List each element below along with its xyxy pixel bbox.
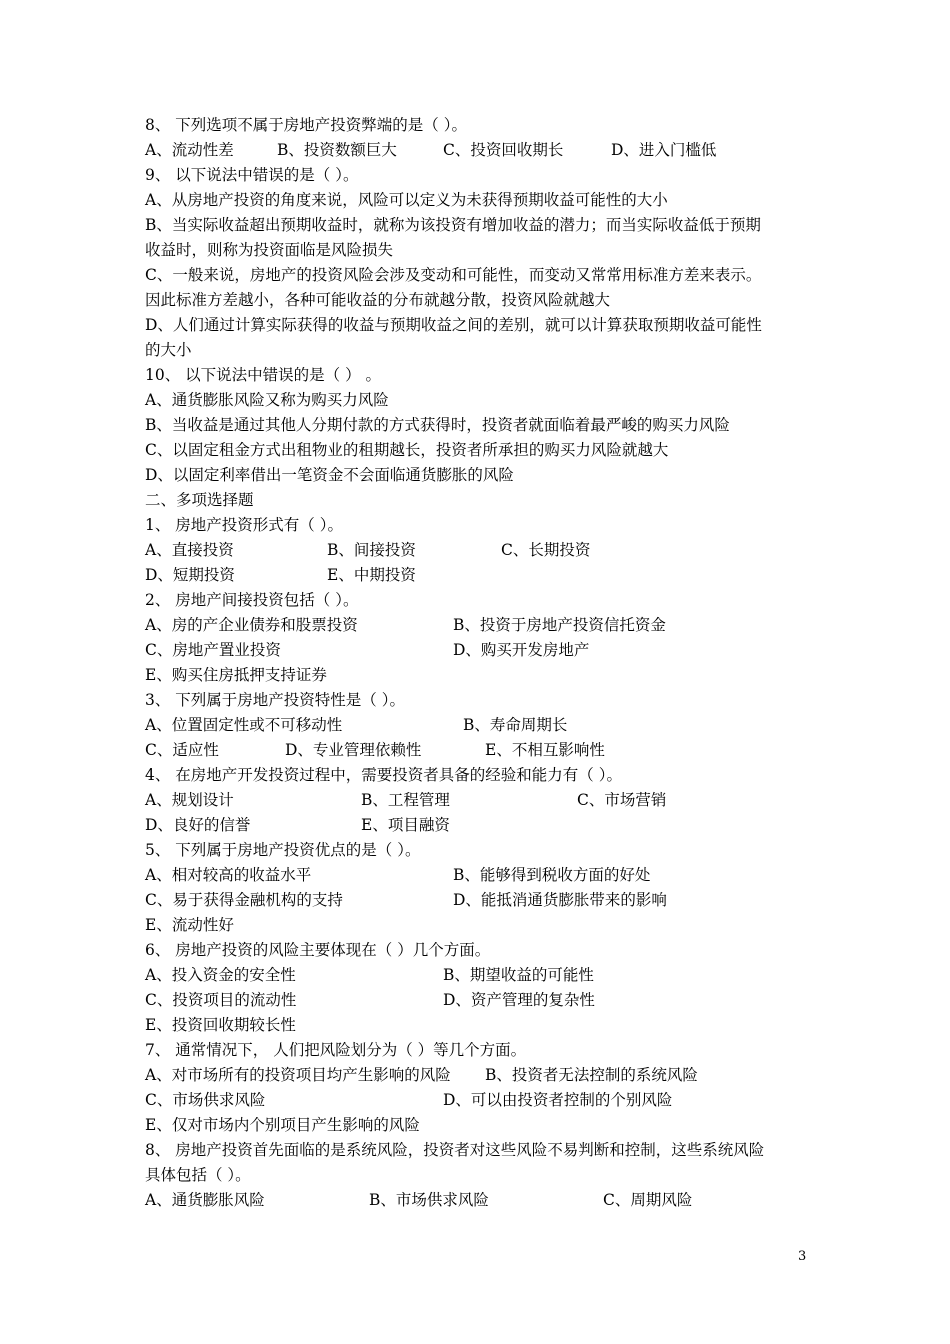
option-text: A、相对较高的收益水平 bbox=[145, 866, 312, 884]
option-text: B、投资于房地产投资信托资金 bbox=[453, 616, 666, 634]
option-row bbox=[145, 965, 825, 985]
text-line: 9、 以下说法中错误的是（ ）。 bbox=[145, 166, 359, 184]
option-row bbox=[145, 640, 825, 660]
option-text: D、专业管理依赖性 bbox=[285, 741, 422, 759]
text-line: 1、 房地产投资形式有（ ）。 bbox=[145, 516, 343, 534]
text-line: E、流动性好 bbox=[145, 916, 234, 934]
text-line: 的大小 bbox=[145, 341, 192, 359]
text-line: 4、 在房地产开发投资过程中，需要投资者具备的经验和能力有（ ）。 bbox=[145, 766, 622, 784]
text-line: 10、 以下说法中错误的是（ ） 。 bbox=[145, 366, 382, 384]
option-text: D、可以由投资者控制的个别风险 bbox=[443, 1091, 673, 1109]
option-text: C、周期风险 bbox=[603, 1191, 693, 1209]
option-text: A、直接投资 bbox=[145, 541, 234, 559]
option-text: A、位置固定性或不可移动性 bbox=[145, 716, 343, 734]
option-text: B、投资者无法控制的系统风险 bbox=[485, 1066, 698, 1084]
text-line: 6、 房地产投资的风险主要体现在（ ）几个方面。 bbox=[145, 941, 491, 959]
option-text: A、投入资金的安全性 bbox=[145, 966, 296, 984]
text-line: 2、 房地产间接投资包括（ ）。 bbox=[145, 591, 359, 609]
option-text: B、期望收益的可能性 bbox=[443, 966, 594, 984]
option-row bbox=[145, 865, 825, 885]
option-text: A、对市场所有的投资项目均产生影响的风险 bbox=[145, 1066, 451, 1084]
option-text: B、工程管理 bbox=[361, 791, 450, 809]
option-text: B、能够得到税收方面的好处 bbox=[453, 866, 651, 884]
option-text: D、能抵消通货膨胀带来的影响 bbox=[453, 891, 667, 909]
option-text: B、投资数额巨大 bbox=[277, 141, 397, 159]
option-text: C、房地产置业投资 bbox=[145, 641, 281, 659]
option-text: D、良好的信誉 bbox=[145, 816, 251, 834]
option-row bbox=[145, 1065, 825, 1085]
option-text: D、购买开发房地产 bbox=[453, 641, 590, 659]
option-text: C、市场供求风险 bbox=[145, 1091, 266, 1109]
option-row bbox=[145, 565, 825, 585]
text-line: E、投资回收期较长性 bbox=[145, 1016, 296, 1034]
option-text: C、投资回收期长 bbox=[443, 141, 564, 159]
option-row bbox=[145, 740, 825, 760]
option-text: C、易于获得金融机构的支持 bbox=[145, 891, 343, 909]
option-text: D、短期投资 bbox=[145, 566, 235, 584]
text-line: C、一般来说，房地产的投资风险会涉及变动和可能性，而变动又常常用标准方差来表示。 bbox=[145, 266, 762, 284]
option-text: E、中期投资 bbox=[327, 566, 416, 584]
page-number: 3 bbox=[798, 1249, 807, 1264]
text-line: 收益时，则称为投资面临是风险损失 bbox=[145, 241, 394, 259]
text-line: E、购买住房抵押支持证券 bbox=[145, 666, 327, 684]
text-line: B、当收益是通过其他人分期付款的方式获得时，投资者就面临着最严峻的购买力风险 bbox=[145, 416, 730, 434]
text-line: B、当实际收益超出预期收益时，就称为该投资有增加收益的潜力；而当实际收益低于预期 bbox=[145, 216, 761, 234]
option-text: D、资产管理的复杂性 bbox=[443, 991, 595, 1009]
text-line: D、以固定利率借出一笔资金不会面临通货膨胀的风险 bbox=[145, 466, 514, 484]
option-text: A、通货膨胀风险 bbox=[145, 1191, 265, 1209]
text-line: C、以固定租金方式出租物业的租期越长，投资者所承担的购买力风险就越大 bbox=[145, 441, 669, 459]
text-line: A、通货膨胀风险又称为购买力风险 bbox=[145, 391, 389, 409]
option-row bbox=[145, 1190, 825, 1210]
text-line: A、从房地产投资的角度来说，风险可以定义为未获得预期收益可能性的大小 bbox=[145, 191, 668, 209]
text-line: 具体包括（ ）。 bbox=[145, 1166, 251, 1184]
text-line: E、仅对市场内个别项目产生影响的风险 bbox=[145, 1116, 420, 1134]
option-row bbox=[145, 140, 825, 160]
text-line: 8、 下列选项不属于房地产投资弊端的是（ ）。 bbox=[145, 116, 467, 134]
option-text: C、长期投资 bbox=[501, 541, 591, 559]
option-row bbox=[145, 1090, 825, 1110]
option-row bbox=[145, 990, 825, 1010]
option-text: E、不相互影响性 bbox=[485, 741, 605, 759]
option-text: A、规划设计 bbox=[145, 791, 234, 809]
text-line: D、人们通过计算实际获得的收益与预期收益之间的差别，就可以计算获取预期收益可能性 bbox=[145, 316, 762, 334]
option-row bbox=[145, 615, 825, 635]
text-line: 3、 下列属于房地产投资特性是（ ）。 bbox=[145, 691, 405, 709]
option-row bbox=[145, 890, 825, 910]
option-row bbox=[145, 790, 825, 810]
text-line: 8、 房地产投资首先面临的是系统风险，投资者对这些风险不易判断和控制，这些系统风险 bbox=[145, 1141, 765, 1159]
option-row bbox=[145, 540, 825, 560]
option-text: A、房的产企业债券和股票投资 bbox=[145, 616, 358, 634]
option-text: D、进入门槛低 bbox=[611, 141, 717, 159]
option-text: A、流动性差 bbox=[145, 141, 234, 159]
option-row bbox=[145, 815, 825, 835]
option-text: E、项目融资 bbox=[361, 816, 450, 834]
option-text: B、间接投资 bbox=[327, 541, 416, 559]
text-line: 二、多项选择题 bbox=[145, 491, 254, 509]
option-text: B、市场供求风险 bbox=[369, 1191, 489, 1209]
text-line: 7、 通常情况下， 人们把风险划分为（ ）等几个方面。 bbox=[145, 1041, 527, 1059]
option-row bbox=[145, 715, 825, 735]
option-text: C、适应性 bbox=[145, 741, 219, 759]
text-line: 因此标准方差越小，各种可能收益的分布就越分散，投资风险就越大 bbox=[145, 291, 611, 309]
option-text: C、投资项目的流动性 bbox=[145, 991, 297, 1009]
option-text: C、市场营销 bbox=[577, 791, 667, 809]
text-line: 5、 下列属于房地产投资优点的是（ ）。 bbox=[145, 841, 421, 859]
option-text: B、寿命周期长 bbox=[463, 716, 568, 734]
